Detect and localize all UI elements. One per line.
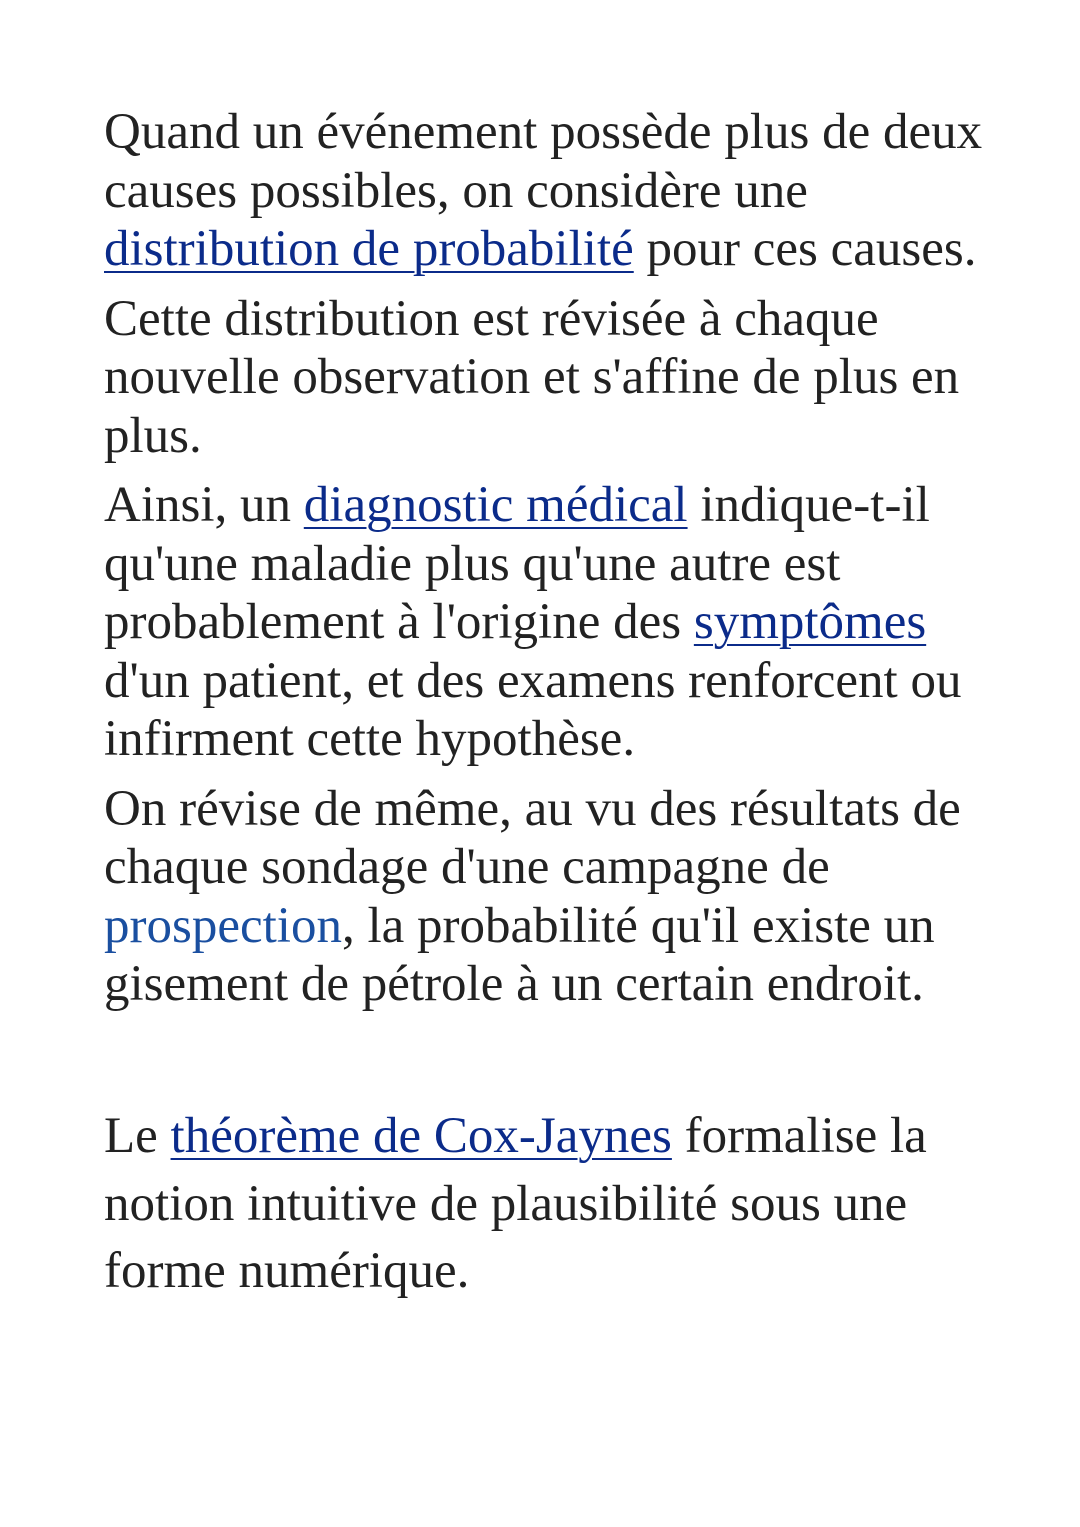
link-diagnostic-medical[interactable]: diagnostic médical [303,477,688,533]
link-symptomes[interactable]: symptômes [693,594,927,650]
paragraph-text: On révise de même, au vu des résultats de chaque sondage d'une campagne de [104,780,961,895]
link-distribution-de-probabilite[interactable]: distribution de probabilité [104,221,634,277]
paragraph-text: d'un patient, et des examens renforcent ou infirment cette hypothèse. [104,652,962,767]
paragraph-text: indique-t-il qu'une maladie plus qu'une autre est probablement à l'origine des [104,477,930,650]
paragraph-text: formalise la notion intuitive de plausibilité sous une forme numérique. [104,1108,927,1299]
link-prospection[interactable]: prospection [104,897,342,954]
paragraph-text: pour ces causes. [633,221,977,277]
paragraph-text: Ainsi, un [104,477,304,533]
paragraph-text: Le [104,1108,171,1164]
paragraph-distribution [104,103,1004,279]
article-body [104,103,1004,1014]
paragraph-revision [104,290,1004,466]
paragraph-prospection [104,780,1004,1014]
link-theoreme-cox-jaynes[interactable]: théorème de Cox-Jaynes [170,1108,672,1164]
paragraph-cox-jaynes [104,1103,1004,1306]
paragraph-text: Cette distribution est révisée à chaque nouvelle observation et s'affine de plus en plus. [104,290,960,464]
paragraph-text: Quand un événement possède plus de deux causes possibles, on considère une [104,104,983,219]
paragraph-diagnostic [104,476,1004,769]
paragraph-text: , la probabilité qu'il existe un gisement de pétrole à un certain endroit. [104,897,935,1012]
